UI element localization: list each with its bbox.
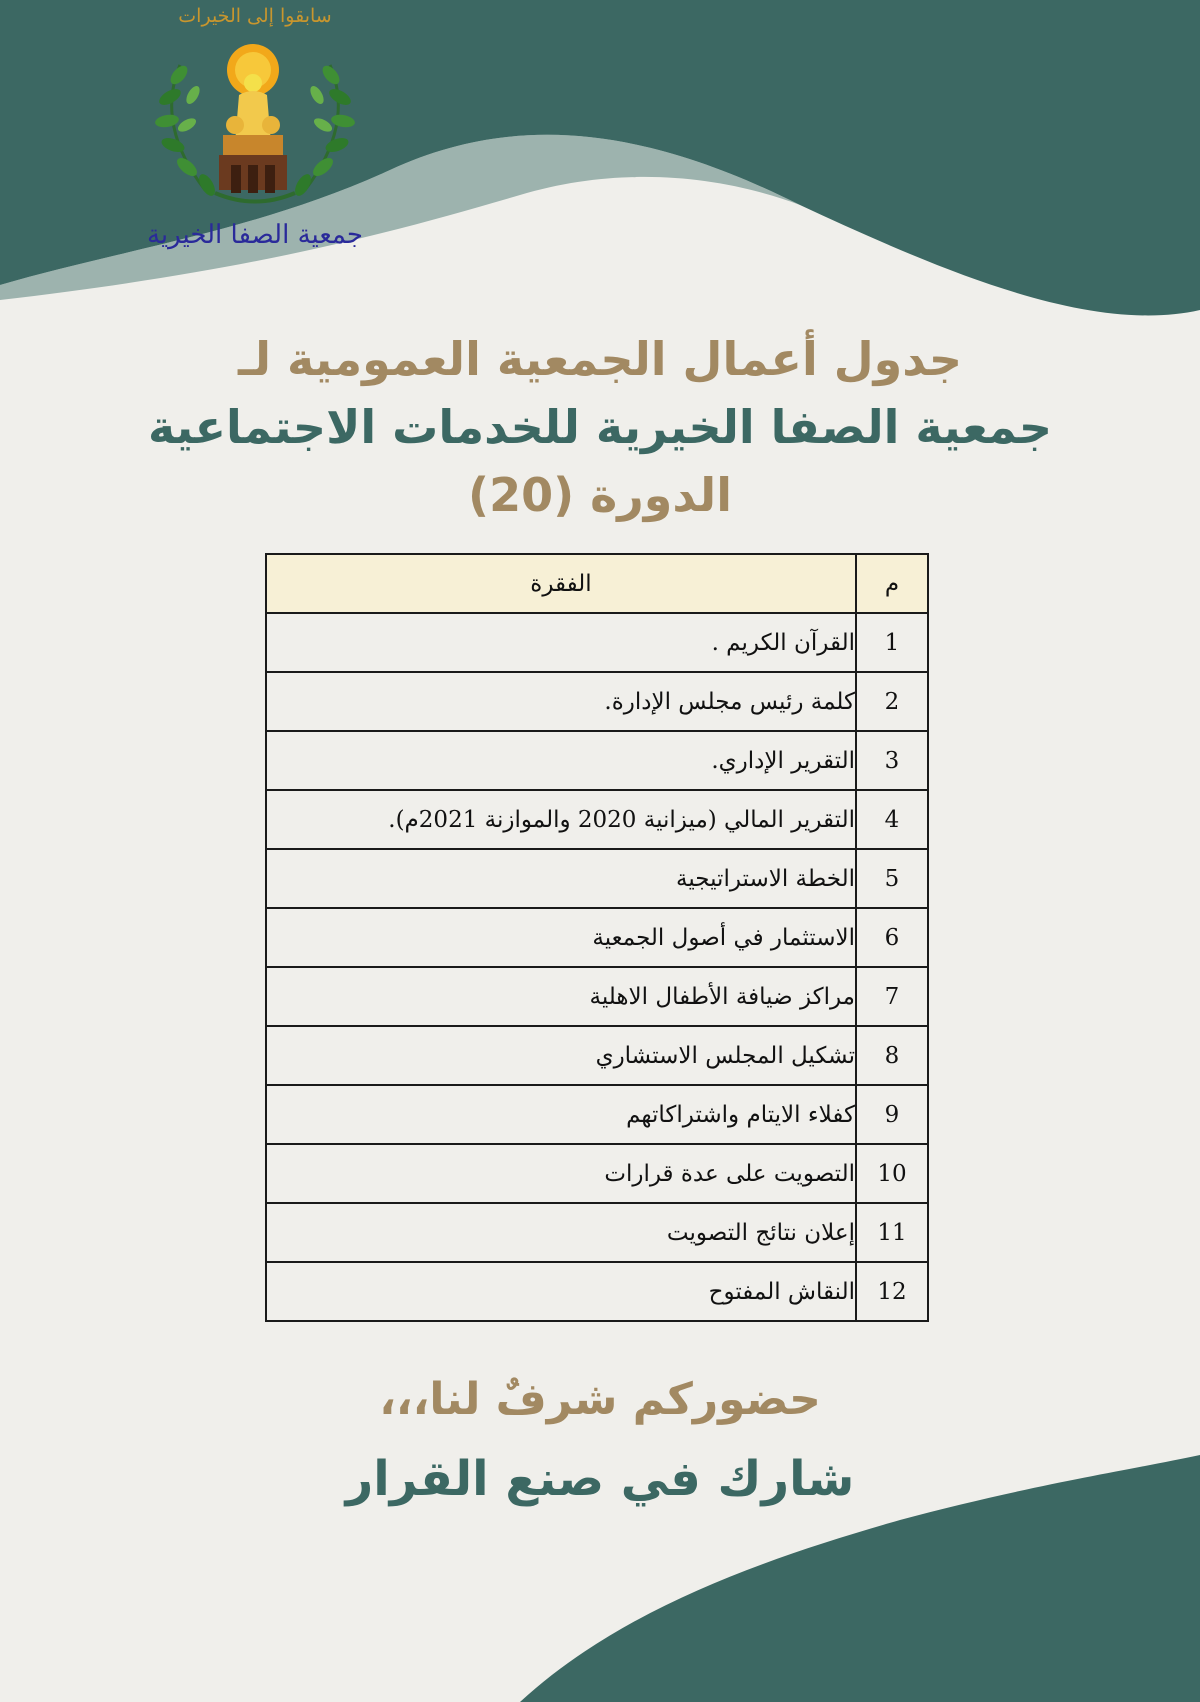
row-item: التقرير الإداري.: [266, 731, 856, 790]
row-item: إعلان نتائج التصويت: [266, 1203, 856, 1262]
row-item: كلمة رئيس مجلس الإدارة.: [266, 672, 856, 731]
table-row: [266, 731, 928, 790]
row-number: 11: [856, 1203, 928, 1262]
row-number: 12: [856, 1262, 928, 1321]
row-item: تشكيل المجلس الاستشاري: [266, 1026, 856, 1085]
table-row: [266, 849, 928, 908]
row-number: 4: [856, 790, 928, 849]
row-number: 6: [856, 908, 928, 967]
title-line-3: الدورة (20): [468, 468, 732, 522]
table-row: [266, 790, 928, 849]
title-line-1: جدول أعمال الجمعية العمومية لـ: [237, 332, 962, 386]
row-item: الخطة الاستراتيجية: [266, 849, 856, 908]
table-row: [266, 1085, 928, 1144]
agenda-table: [265, 553, 929, 1322]
table-header-row: [266, 554, 928, 613]
header-item: الفقرة: [266, 554, 856, 613]
row-number: 3: [856, 731, 928, 790]
row-number: 2: [856, 672, 928, 731]
logo: [135, 5, 375, 270]
row-number: 7: [856, 967, 928, 1026]
row-item: النقاش المفتوح: [266, 1262, 856, 1321]
row-item: القرآن الكريم .: [266, 613, 856, 672]
table-row: [266, 1026, 928, 1085]
row-item: الاستثمار في أصول الجمعية: [266, 908, 856, 967]
closing-line-2: شارك في صنع القرار: [345, 1451, 855, 1507]
row-number: 10: [856, 1144, 928, 1203]
header-number: م: [856, 554, 928, 613]
row-item: مراكز ضيافة الأطفال الاهلية: [266, 967, 856, 1026]
table-row: [266, 967, 928, 1026]
row-number: 9: [856, 1085, 928, 1144]
logo-emblem: [135, 25, 375, 220]
closing-line-1: حضوركم شرفٌ لنا،،،: [379, 1374, 821, 1425]
row-item: كفلاء الايتام واشتراكاتهم: [266, 1085, 856, 1144]
table-row: [266, 613, 928, 672]
table-row: [266, 1144, 928, 1203]
title-line-2: جمعية الصفا الخيرية للخدمات الاجتماعية: [147, 400, 1053, 454]
logo-name: جمعية الصفا الخيرية: [146, 220, 364, 250]
table-row: [266, 672, 928, 731]
row-number: 5: [856, 849, 928, 908]
logo-motto: سابقوا إلى الخيرات: [178, 5, 332, 27]
table-row: [266, 908, 928, 967]
row-item: التصويت على عدة قرارات: [266, 1144, 856, 1203]
table-row: [266, 1203, 928, 1262]
row-number: 8: [856, 1026, 928, 1085]
row-number: 1: [856, 613, 928, 672]
row-item: التقرير المالي (ميزانية 2020 والموازنة 2021م).: [266, 790, 856, 849]
table-row: [266, 1262, 928, 1321]
